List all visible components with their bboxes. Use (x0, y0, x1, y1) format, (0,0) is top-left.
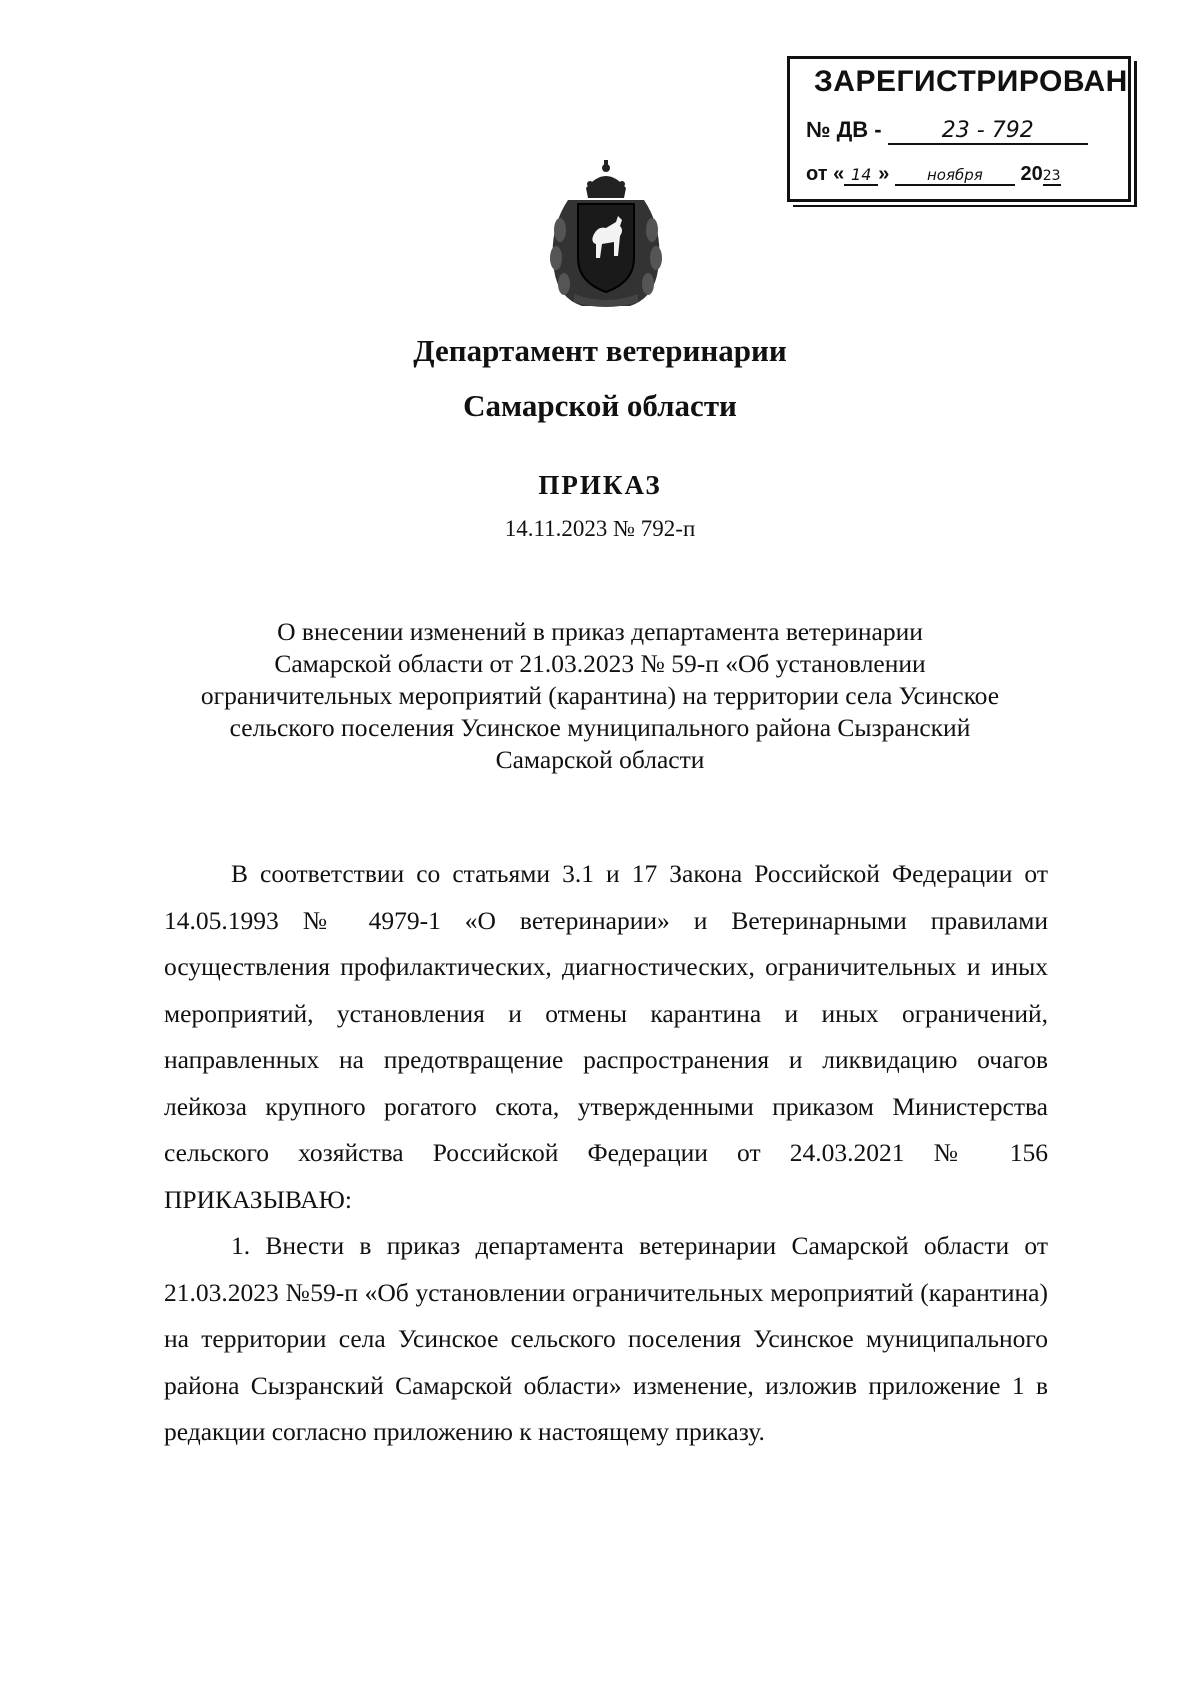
stamp-date-month: ноября (895, 166, 1015, 186)
document-type: ПРИКАЗ (538, 470, 662, 500)
subject-line: Самарской области (495, 745, 705, 774)
stamp-number-row (806, 117, 1088, 145)
document-date-number: 14.11.2023 № 792-п (504, 516, 696, 541)
registration-stamp (787, 56, 1131, 202)
department-name-line2: Самарской области (463, 388, 737, 423)
stamp-date-day: 14 (844, 165, 878, 186)
subject-line: ограничительных мероприятий (карантина) на территории села Усинское (200, 681, 1000, 710)
subject-line: сельского поселения Усинское муниципального района Сызранский (229, 713, 971, 742)
stamp-number-value: 23 - 792 (888, 118, 1088, 145)
stamp-date-year-prefix: 20 (1020, 163, 1043, 185)
stamp-number-label: № ДВ - (806, 117, 882, 142)
stamp-date-row (806, 163, 1061, 186)
samara-coat-of-arms-icon (538, 160, 674, 310)
body-paragraph-preamble: В соответствии со статьями 3.1 и 17 Закона Российской Федерации от 14.05.1993 № 4979-1 «О ветеринарии» и Ветеринарными правилами осуществления профилактических, диагностических, ограничительных и иных мероприятий, установления и отмены карантина и иных ограничений, направленных на предотвращение распространения и ликвидацию очагов лейкоза крупного рогатого скота, утвержденными приказом Министерства сельского хозяйства Российской Федерации от 24.03.2021 № 156 ПРИКАЗЫВАЮ: (164, 859, 1048, 1214)
department-name-line1: Департамент ветеринарии (413, 333, 787, 368)
stamp-title: ЗАРЕГИСТРИРОВАН (814, 65, 1128, 98)
document-subject (160, 616, 1040, 776)
stamp-date-mid: » (878, 163, 890, 185)
subject-line: О внесении изменений в приказ департамента ветеринарии (277, 617, 923, 646)
body-paragraph-item-1: 1. Внести в приказ департамента ветеринарии Самарской области от 21.03.2023 №59-п «Об установлении ограничительных мероприятий (карантина) на территории села Усинское сельского поселения Усинское муниципального района Сызранский Самарской области» изменение, изложив приложение 1 в редакции согласно приложению к настоящему приказу. (164, 1231, 1048, 1446)
stamp-date-year-suffix: 23 (1042, 168, 1061, 184)
stamp-date-prefix: от « (806, 163, 845, 185)
document-body (164, 851, 1048, 1456)
subject-line: Самарской области от 21.03.2023 № 59-п «Об установлении (274, 649, 926, 678)
